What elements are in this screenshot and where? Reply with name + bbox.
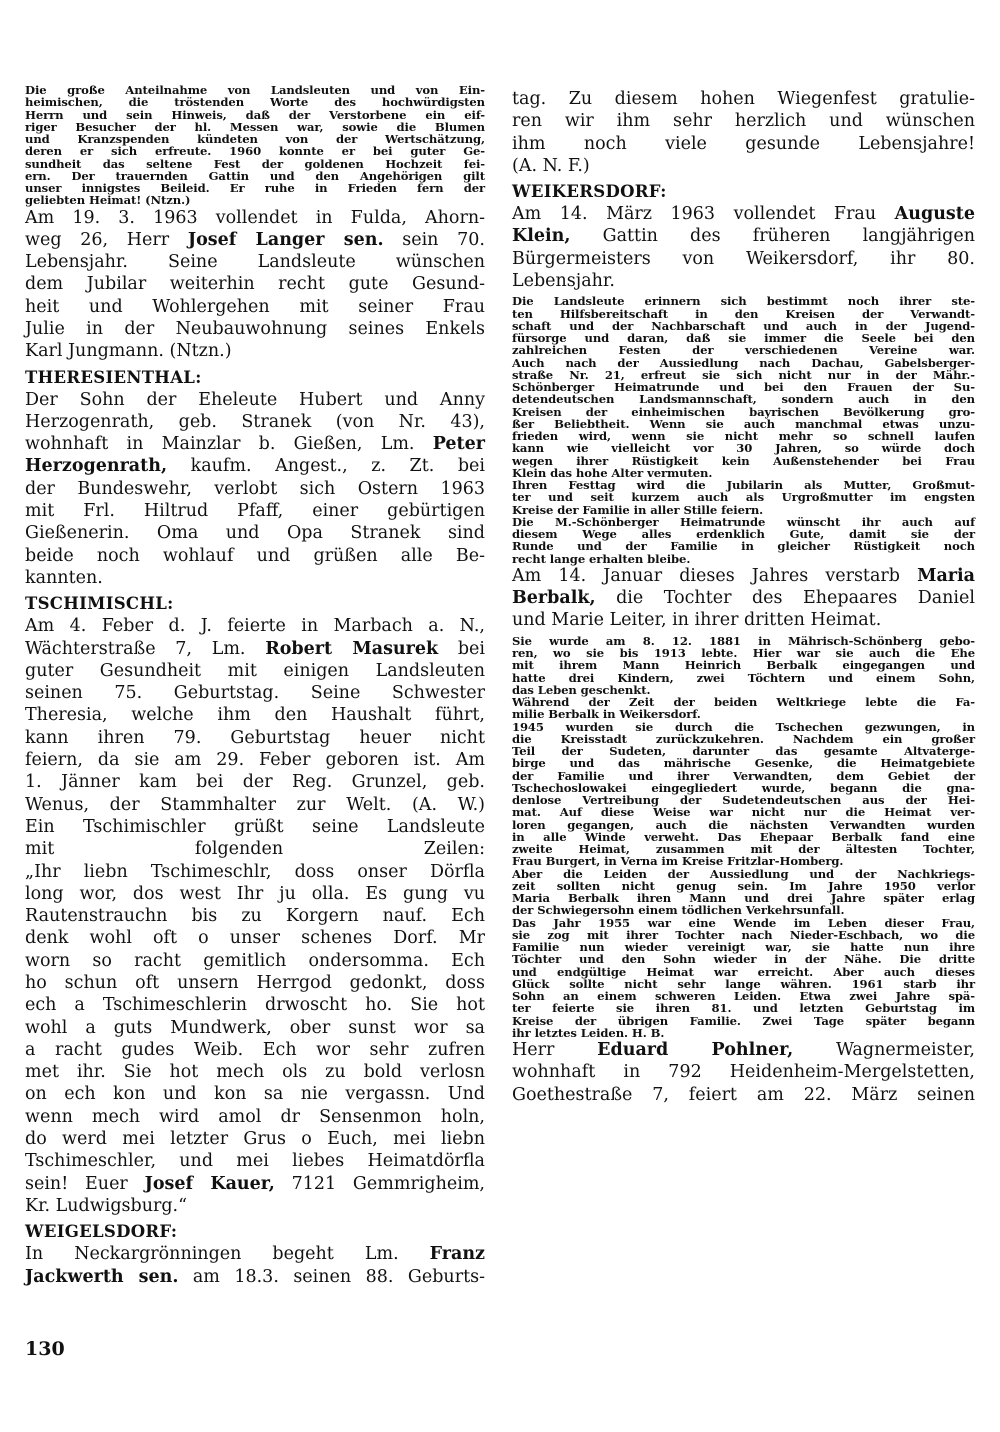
text-line: Schönberger Heimatrunde und bei den Frauen der Su- <box>512 380 975 395</box>
paragraph <box>25 615 485 1217</box>
text-line <box>512 565 975 587</box>
text-line: WEIGELSDORF: <box>25 1222 178 1242</box>
text-line: deren er sich erfreute. 1960 konnte er bei guter Ge- <box>25 144 485 159</box>
text-line: „Ihr liebn Tschimeschlr, doss onser Dörfla <box>25 861 485 882</box>
text-line: das Leben geschenkt. <box>512 682 651 697</box>
text-line: denk wohl oft o unser schenes Dorf. Mr <box>25 928 485 949</box>
text-line: mit ihrem Mann Heinrich Berbalk eingegangen und <box>512 658 975 673</box>
text-line: Aber die Leiden der Aussiedlung und der Nachkriegs- <box>512 866 975 881</box>
text-line: a racht gudes Weib. Ech wor sehr zufren <box>25 1039 485 1060</box>
paragraph <box>512 635 975 696</box>
paragraph <box>512 295 975 479</box>
text-line: Sie wurde am 8. 12. 1881 in Mährisch-Schönberg gebo- <box>512 633 975 648</box>
paragraph <box>512 479 975 516</box>
paragraph <box>512 88 975 177</box>
text-segment: die Tochter des Ehepaares Daniel <box>595 588 975 609</box>
text-line: 1. Jänner kam bei der Reg. Grunzel, geb. <box>25 772 485 793</box>
text-line: ten Hilfsbereitschaft in den Kreisen der Verwandt- <box>512 306 975 321</box>
text-line: mit Frl. Hiltrud Pfaff, einer gebürtigen <box>25 501 485 522</box>
text-line: ter und seit kurzem auch als Urgroßmutter im engsten <box>512 490 975 505</box>
bold-name: Josef Kauer, <box>144 1173 275 1194</box>
text-line: und Kranzspenden kündeten von der Wertschätzung, <box>25 132 485 146</box>
text-line: Lebensjahr. Seine Landsleute wünschen <box>25 252 485 273</box>
text-line: heimischen, die tröstenden Worte des hochwürdigsten <box>25 95 485 110</box>
text-line: Die Landsleute erinnern sich bestimmt noch ihrer ste- <box>512 294 975 309</box>
text-line: kann ihren 79. Geburtstag heuer nicht <box>25 727 485 748</box>
text-line: Kreise der Familie in aller Stille feiern. <box>512 502 764 517</box>
text-segment: Herr <box>512 1040 598 1061</box>
text-line: do werd mei letzter Grus o Euch, mei liebn <box>25 1129 485 1150</box>
text-line: Ein Tschimischler grüßt seine Landsleute <box>25 816 485 837</box>
text-segment: bei <box>438 638 485 659</box>
text-line <box>25 433 485 455</box>
text-line: Während der Zeit der beiden Weltkriege lebte die Fa- <box>512 695 975 710</box>
text-line <box>512 587 975 609</box>
page-number: 130 <box>25 1338 65 1360</box>
text-line: Kr. Ludwigsburg.“ <box>25 1195 188 1216</box>
text-line: Frau Burgert, in Verna im Kreise Fritzlar-Homberg. <box>512 854 844 869</box>
bold-name: Berbalk, <box>512 588 596 609</box>
text-line <box>25 229 485 251</box>
text-line: hatte drei Kindern, zwei Töchtern und einem Sohn, <box>512 670 975 685</box>
text-line: zweite Heimat, zusammen mit der ältesten Tochter, <box>512 842 975 857</box>
text-line: TSCHIMISCHL: <box>25 594 174 614</box>
bold-name: Herzogenrath, <box>25 456 168 477</box>
text-line: denlose Vertreibung der Sudetendeutschen aus der Hei- <box>512 793 975 808</box>
text-segment: Wagnermeister, <box>793 1040 975 1061</box>
text-line: Der Sohn der Eheleute Hubert und Anny <box>25 389 485 410</box>
text-line: ter feierte sie ihren 81. und letzten Geburtstag im <box>512 1001 975 1016</box>
text-line: (A. N. F.) <box>512 155 590 176</box>
paragraph <box>25 389 485 590</box>
paragraph <box>512 917 975 1040</box>
text-line: Karl Jungmann. (Ntzn.) <box>25 341 232 362</box>
paragraph <box>25 207 485 363</box>
bold-name: Jackwerth sen. <box>25 1266 179 1287</box>
text-line: Am 19. 3. 1963 vollendet in Fulda, Ahorn- <box>25 207 485 228</box>
text-line <box>25 1243 485 1265</box>
bold-name: Auguste <box>894 204 975 225</box>
right-column <box>512 88 975 1106</box>
text-line: unser innigstes Beileid. Er ruhe in Frieden fern der <box>25 181 485 195</box>
text-line: Lebensjahr. <box>512 271 615 292</box>
section-heading <box>25 593 485 615</box>
text-line: dem Jubilar weiterhin recht gute Gesund- <box>25 274 485 295</box>
text-line: ihr letztes Leiden. H. B. <box>512 1025 665 1040</box>
text-line: loren gegangen, auch die nächsten Verwandten wurden <box>512 817 975 832</box>
text-line <box>25 1173 485 1195</box>
section-heading <box>512 181 975 203</box>
text-line: kannten. <box>25 567 103 588</box>
text-line: milie Berbalk in Weikersdorf. <box>512 707 701 722</box>
text-line: Herrn und sein Hinweis, daß der Verstorbene ein eif- <box>25 107 485 122</box>
text-line <box>512 203 975 225</box>
text-line: der Schwiegersohn einem tödlichen Verkehrsunfall. <box>512 903 845 918</box>
bold-name: Maria <box>917 565 975 586</box>
bold-name: Robert Masurek <box>265 638 439 659</box>
text-segment: am 18.3. seinen 88. Geburts- <box>178 1266 485 1287</box>
text-line: wenn mech wird amol dr Sensenmon holn, <box>25 1106 485 1127</box>
paragraph <box>512 565 975 632</box>
text-line: wohnhaft in 792 Heidenheim-Mergelstetten, <box>512 1062 975 1083</box>
text-line: straße Nr. 21, erfreut sie sich nicht nur in der Mähr.- <box>512 367 975 382</box>
text-segment: Gattin des früheren langjährigen <box>570 226 975 247</box>
text-line: Runde und der Familie in gleicher Rüstigkeit noch <box>512 539 975 554</box>
text-line: Kreise der übrigen Familie. Zwei Tage später begann <box>512 1013 975 1028</box>
text-line: 1945 wurden sie durch die Tschechen gezwungen, in <box>512 719 975 734</box>
text-line: ßer Beliebtheit. Wenn sie auch manchmal etwas unzu- <box>512 416 975 431</box>
text-line: frieden wird, wenn sie nicht mehr so schnell laufen <box>512 429 975 444</box>
text-line: Töchter und den Sohn wieder in der Nähe. Die dritte <box>512 952 975 967</box>
text-line: Wenus, der Stammhalter zur Welt. (A. W.) <box>25 794 485 815</box>
text-line: worn so racht gemitlich ondersomma. Ech <box>25 950 485 971</box>
text-line <box>512 225 975 247</box>
text-line: guter Gesundheit mit einigen Landsleuten <box>25 660 485 681</box>
text-line: Tschechoslowakei eingegliedert wurde, begann die gna- <box>512 780 975 795</box>
bold-name: Peter <box>432 434 485 455</box>
text-segment: weg 26, Herr <box>25 229 188 250</box>
text-line: Die große Anteilnahme von Landsleuten und von Ein- <box>25 83 485 97</box>
text-line: feiern, da sie am 29. Feber geboren ist. Am <box>25 750 485 771</box>
paragraph <box>512 868 975 917</box>
text-line: der Bundeswehr, verlobt sich Ostern 1963 <box>25 478 485 499</box>
bold-name: Josef Langer sen. <box>187 229 384 250</box>
text-line: geliebten Heimat! (Ntzn.) <box>25 193 191 208</box>
paragraph <box>512 516 975 565</box>
text-line: in alle Winde verweht. Das Ehepaar Berbalk fand eine <box>512 829 975 844</box>
text-line: Julie in der Neubauwohnung seines Enkels <box>25 318 485 339</box>
text-line: mat. Auf diese Weise war nicht nur die Heimat ver- <box>512 805 975 820</box>
text-line: Ihren Festtag wird die Jubilarin als Mutter, Großmut- <box>512 478 975 493</box>
text-line: wegen ihrer Rüstigkeit kein Außenstehender bei Frau <box>512 453 975 468</box>
text-segment: sein! Euer <box>25 1173 145 1194</box>
text-line: Bürgermeisters von Weikersdorf, ihr 80. <box>512 248 975 269</box>
text-segment: Am 14. März 1963 vollendet Frau <box>512 204 895 225</box>
text-line <box>25 1266 485 1288</box>
text-line: Rautenstrauchn bis zu Korgern nauf. Ech <box>25 906 485 927</box>
text-line: Sohn an einem schweren Leiden. Etwa zwei Jahre spä- <box>512 989 975 1004</box>
text-line: zahlreichen Festen der verschiedenen Vereine war. <box>512 343 975 358</box>
text-line: Familie nun wieder vereinigt war, sie hatte nun ihre <box>512 940 975 955</box>
bold-name: Eduard Pohlner, <box>597 1040 794 1061</box>
text-line: seinen 75. Geburtstag. Seine Schwester <box>25 683 485 704</box>
text-line: zeit sollten nicht genug sein. Im Jahre 1950 verlor <box>512 878 975 893</box>
text-line: und Marie Leiter, in ihrer dritten Heimat. <box>512 610 882 631</box>
text-line: Am 4. Feber d. J. feierte in Marbach a. N., <box>25 616 485 637</box>
text-line: Herzogenrath, geb. Stranek (von Nr. 43), <box>25 411 485 432</box>
text-line <box>25 638 485 660</box>
text-line <box>512 1039 975 1061</box>
text-line: und endgültige Heimat war erreicht. Aber auch dieses <box>512 964 975 979</box>
text-line: Klein das hohe Alter vermuten. <box>512 465 713 480</box>
text-line: der Familie und ihrer Verwandten, dem Gebiet der <box>512 768 975 783</box>
paragraph <box>512 721 975 868</box>
text-line: detendeutschen Landsmannschaft, sondern auch in den <box>512 392 975 407</box>
text-line: Gießenerin. Oma und Opa Stranek sind <box>25 523 485 544</box>
text-line: diesem Wege alles erdenklich Gute, damit sie der <box>512 527 975 542</box>
text-segment: 7121 Gemmrigheim, <box>274 1173 485 1194</box>
paragraph <box>25 1243 485 1288</box>
text-line: Goethestraße 7, feiert am 22. März seinen <box>512 1084 975 1105</box>
paragraph <box>512 1039 975 1106</box>
text-line: Auch nach der Aussiedlung nach Dachau, Gabelsberger- <box>512 355 975 370</box>
text-line: Teil der Sudeten, darunter das gesamte Altvaterge- <box>512 744 975 759</box>
bold-name: Franz <box>429 1244 485 1265</box>
text-line: long wor, dos west Ihr ju olla. Es gung vu <box>25 883 485 904</box>
paragraph <box>512 203 975 292</box>
text-line: Kreisen der einheimischen bayrischen Bevölkerung gro- <box>512 404 975 419</box>
text-line: Die M.-Schönberger Heimatrunde wünscht ihr auch auf <box>512 514 975 529</box>
text-segment: Am 14. Januar dieses Jahres verstarb <box>512 565 918 586</box>
text-line: on ech kon und kon sa nie vergassn. Und <box>25 1084 485 1105</box>
text-line: wohl a guts Mundwerk, ober sunst wor sa <box>25 1017 485 1038</box>
text-line: Tschimeschler, und mei liebes Heimatdörfla <box>25 1151 485 1172</box>
text-line: ren wir ihm sehr herzlich und wünschen <box>512 111 975 132</box>
text-segment: wohnhaft in Mainzlar b. Gießen, Lm. <box>25 434 433 455</box>
section-heading <box>25 367 485 389</box>
text-line: WEIKERSDORF: <box>512 182 667 202</box>
text-line: Theresia, welche ihm den Haushalt führt, <box>25 705 485 726</box>
text-line: birge und das mährische Gesenke, die Heimatgebiete <box>512 756 975 771</box>
paragraph <box>512 696 975 721</box>
text-line: heit und Wohlergehen mit seiner Frau <box>25 296 485 317</box>
text-line: die Kreisstadt zurückzukehren. Nachdem ein großer <box>512 731 975 746</box>
text-line: fürsorge und daran, daß sie immer die Seele bei den <box>512 331 975 346</box>
section-heading <box>25 1221 485 1243</box>
text-line: beide noch wohlauf und grüßen alle Be- <box>25 545 485 566</box>
text-line: mit folgenden Zeilen: <box>25 839 485 860</box>
text-line: ern. Der trauernden Gattin und den Angehörigen gilt <box>25 168 485 183</box>
text-line: tag. Zu diesem hohen Wiegenfest gratulie- <box>512 89 975 109</box>
text-line <box>25 455 485 477</box>
text-line: ren, wo sie bis 1913 lebte. Hier war sie auch die Ehe <box>512 646 975 661</box>
paragraph <box>25 84 485 207</box>
text-line: Maria Berbalk ihren Mann und drei Jahre später erlag <box>512 891 975 906</box>
text-line: recht lange erhalten bleibe. <box>512 551 691 566</box>
bold-name: Klein, <box>512 226 571 247</box>
left-column <box>25 84 485 1288</box>
text-line: ihm noch viele gesunde Lebensjahre! <box>512 133 975 154</box>
text-segment: sein 70. <box>383 229 485 250</box>
text-segment: Wächterstraße 7, Lm. <box>25 638 266 659</box>
text-segment: In Neckargrönningen begeht Lm. <box>25 1244 430 1265</box>
text-line: ho schun oft unsern Herrgod gedonkt, doss <box>25 973 485 993</box>
text-line: riger Besucher der hl. Messen war, sowie die Blumen <box>25 119 485 134</box>
text-line: sie zog mit ihrer Tochter nach Nieder-Eschbach, wo die <box>512 927 975 942</box>
text-line: THERESIENTHAL: <box>25 367 202 387</box>
text-line: met ihr. Sie hot mech ols zu bold verlosn <box>25 1062 485 1083</box>
text-line: Glück sollte nicht sehr lange währen. 1961 starb ihr <box>512 976 975 991</box>
text-line: ech a Tschimeschlerin drwoscht ho. Sie hot <box>25 995 485 1016</box>
text-segment: kaufm. Angest., z. Zt. bei <box>167 456 485 477</box>
text-line: schaft und der Nachbarschaft und auch in der Jugend- <box>512 318 975 333</box>
text-line: Das Jahr 1955 war eine Wende im Leben dieser Frau, <box>512 915 975 930</box>
text-line: sundheit das seltene Fest der goldenen Hochzeit fei- <box>25 156 485 171</box>
text-line: kann wie vielleicht vor 30 Jahren, so würde doch <box>512 441 975 456</box>
